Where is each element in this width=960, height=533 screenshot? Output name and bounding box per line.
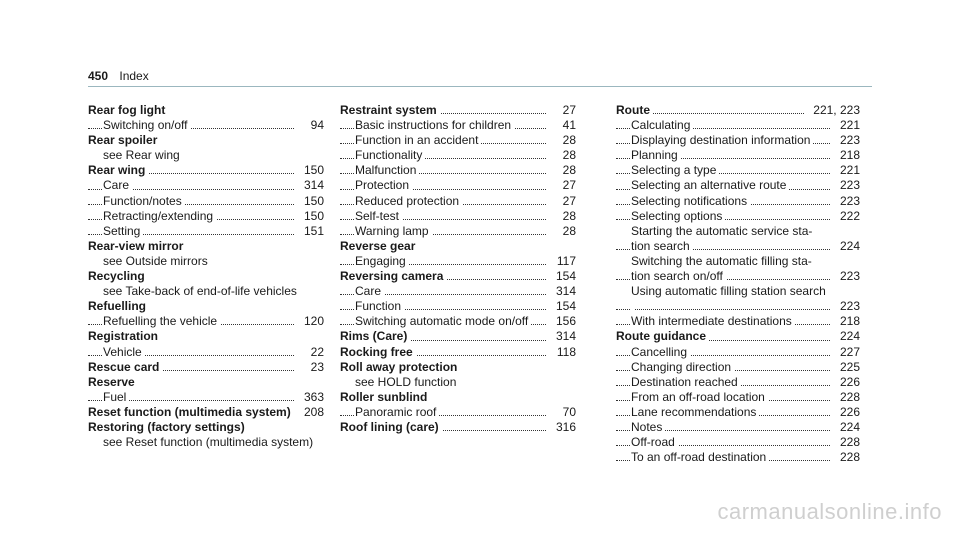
index-subentry [616,345,860,360]
entry-text: Route [616,103,653,117]
index-subentry [88,345,324,360]
index-subentry [88,390,324,405]
index-subentry [340,314,576,329]
page-reference[interactable]: 228 [837,450,860,465]
page-reference[interactable]: 228 [837,390,860,405]
index-subentry [88,224,324,239]
entry-text: see Reset function (multimedia system) [103,435,314,450]
index-subentry [616,209,860,224]
index-entry [88,133,324,148]
page-reference[interactable]: 314 [553,284,576,299]
index-entry [88,269,324,284]
entry-text: With intermediate destinations [631,314,795,328]
index-subentry [616,224,860,239]
index-entry [88,375,324,390]
page-reference[interactable]: 221 [837,118,860,133]
page-reference[interactable]: 224 [837,239,860,254]
entry-text: Reversing camera [340,269,446,283]
entry-text: Rescue card [88,360,162,374]
entry-text: Basic instructions for children [355,118,514,132]
page-reference[interactable]: 363 [301,390,324,405]
index-entry [88,239,324,254]
entry-text: Function [355,299,404,313]
page-reference[interactable]: 226 [837,375,860,390]
index-subentry [340,299,576,314]
entry-text: Vehicle [103,345,145,359]
index-subentry [88,194,324,209]
page-reference[interactable]: 151 [301,224,324,239]
entry-text: see Rear wing [103,148,180,163]
index-subentry [88,209,324,224]
page-reference[interactable]: 150 [301,194,324,209]
entry-text: Calculating [631,118,693,132]
page-reference[interactable]: 117 [554,254,576,269]
index-subentry [340,405,576,420]
entry-text: Malfunction [355,163,419,177]
page-reference[interactable]: 224 [837,329,860,344]
entry-text: Function in an accident [355,133,481,147]
page-reference[interactable]: 225 [837,360,860,375]
index-subentry [88,314,324,329]
entry-text: Destination reached [631,375,741,389]
index-entry [340,269,576,284]
entry-text: Reset function (multimedia system) [88,405,294,419]
page-reference[interactable]: 28 [560,133,576,148]
page-reference[interactable]: 28 [560,224,576,239]
index-entry [88,329,324,344]
page-reference[interactable]: 150 [301,209,324,224]
index-entry [88,420,324,435]
index-entry [340,329,576,344]
entry-text: Switching the automatic filling sta- [631,253,812,268]
entry-text: Selecting notifications [631,194,750,208]
index-entry [88,299,324,314]
index-entry [88,360,324,375]
entry-text: Off-road [631,435,678,449]
index-entry [340,390,576,405]
entry-text: Recycling [88,269,145,284]
entry-text: Self-test [355,209,402,223]
index-entry [616,103,860,118]
index-subentry [340,254,576,269]
entry-text: Route guidance [616,329,709,343]
header-divider [88,86,872,87]
entry-text: Rear-view mirror [88,238,184,253]
page-reference[interactable]: 70 [560,405,576,420]
section-title: Index [119,69,149,83]
entry-text: Refuelling the vehicle [103,314,220,328]
index-subentry [616,118,860,133]
entry-text: Displaying destination information [631,133,813,147]
watermark: carmanualsonline.info [717,499,942,524]
entry-text: see HOLD function [355,374,457,389]
index-subentry [340,163,576,178]
entry-text: Starting the automatic service sta- [631,223,813,238]
index-subentry [88,148,324,163]
index-column-2 [340,103,576,435]
entry-text: Panoramic roof [355,405,439,419]
entry-text: Setting [103,224,143,238]
entry-text: Rocking free [340,345,416,359]
index-column-3 [616,103,860,465]
entry-text: Selecting an alternative route [631,178,789,192]
entry-text: Notes [631,420,665,434]
index-subentry [616,360,860,375]
entry-text: see Outside mirrors [103,253,208,268]
entry-text: see Take-back of end-of-life vehicles [103,284,297,299]
page-reference[interactable]: 226 [837,405,860,420]
index-subentry [340,284,576,299]
entry-text: Planning [631,148,681,162]
entry-text: Roller sunblind [340,389,428,404]
index-subentry [616,299,860,314]
index-subentry [340,194,576,209]
entry-text: tion search [631,239,693,253]
page-reference[interactable]: 22 [308,345,324,360]
page-reference[interactable]: 223 [837,269,860,284]
index-entry [88,405,324,420]
page-reference[interactable]: 23 [308,360,324,375]
page-reference[interactable]: 41 [560,118,576,133]
entry-text: Cancelling [631,345,690,359]
page-reference[interactable]: 156 [553,314,576,329]
entry-text: Registration [88,329,159,344]
page-reference[interactable]: 218 [837,314,860,329]
page-reference[interactable]: 154 [553,269,576,284]
entry-text: Roof lining (care) [340,420,442,434]
page-reference[interactable]: 27 [560,178,576,193]
index-subentry [88,254,324,269]
entry-text: Using automatic filling station search [631,284,826,299]
page-reference[interactable]: 227 [837,345,860,360]
page-reference[interactable]: 28 [560,163,576,178]
page-reference[interactable]: 223 [837,178,860,193]
index-subentry [616,254,860,269]
entry-text: Function/notes [103,194,185,208]
page-reference[interactable]: 316 [553,420,576,435]
entry-text: Switching on/off [103,118,191,132]
index-subentry [616,405,860,420]
index-subentry [616,194,860,209]
index-entry [340,103,576,118]
page-reference[interactable]: 28 [560,148,576,163]
index-subentry [340,375,576,390]
index-subentry [616,390,860,405]
entry-text: Care [103,178,132,192]
index-subentry [340,118,576,133]
entry-text: Engaging [355,254,409,268]
index-subentry [340,148,576,163]
entry-text: Rims (Care) [340,329,410,343]
entry-text: Retracting/extending [103,209,216,223]
page-reference[interactable]: 150 [301,163,324,178]
index-subentry [616,435,860,450]
entry-text: Reduced protection [355,194,462,208]
entry-text: Roll away protection [340,359,458,374]
index-subentry [340,133,576,148]
entry-text: Reverse gear [340,238,416,253]
page-reference[interactable]: 222 [837,209,860,224]
page-reference[interactable]: 223 [837,194,860,209]
entry-text [631,299,634,313]
index-entry [616,329,860,344]
index-subentry [616,375,860,390]
index-subentry [616,269,860,284]
page-reference[interactable]: 94 [308,118,324,133]
entry-text: From an off-road location [631,390,768,404]
entry-text: Rear fog light [88,103,166,117]
page-reference[interactable]: 118 [554,345,576,360]
index-subentry [340,224,576,239]
page-number: 450 [88,69,109,83]
entry-text: Care [355,284,384,298]
page-header [88,69,149,85]
page-reference[interactable]: 221 [837,163,860,178]
index-entry [340,360,576,375]
index-entry [88,103,324,118]
entry-text: Switching automatic mode on/off [355,314,531,328]
entry-text: Fuel [103,390,129,404]
index-subentry [88,178,324,193]
entry-text: Reserve [88,374,135,389]
index-column-1 [88,103,324,450]
index-subentry [88,284,324,299]
entry-text: Warning lamp [355,224,432,238]
index-subentry [616,163,860,178]
entry-text: tion search on/off [631,269,726,283]
index-subentry [616,239,860,254]
page-reference[interactable]: 208 [301,405,324,420]
index-entry [340,345,576,360]
entry-text: Refuelling [88,299,147,314]
page-reference[interactable]: 224 [837,420,860,435]
entry-text: Restraint system [340,103,440,117]
entry-text: Lane recommendations [631,405,759,419]
index-subentry [616,284,860,299]
index-subentry [88,435,324,450]
page-reference[interactable]: 223 [837,133,860,148]
page-reference[interactable]: 228 [837,435,860,450]
index-entry [340,239,576,254]
entry-text: Restoring (factory settings) [88,419,245,434]
page-reference[interactable]: 223 [837,299,860,314]
index-subentry [616,450,860,465]
page-reference[interactable]: 221, 223 [810,103,860,118]
index-entry [340,420,576,435]
index-subentry [340,178,576,193]
page-reference[interactable]: 27 [560,103,576,118]
index-subentry [616,420,860,435]
entry-text: To an off-road destination [631,450,769,464]
page-reference[interactable]: 27 [560,194,576,209]
entry-text: Functionality [355,148,425,162]
index-subentry [616,133,860,148]
page-reference[interactable]: 28 [560,209,576,224]
index-subentry [340,209,576,224]
entry-text: Selecting a type [631,163,719,177]
index-subentry [88,118,324,133]
entry-text: Protection [355,178,412,192]
index-entry [88,163,324,178]
entry-text: Selecting options [631,209,725,223]
page-reference[interactable]: 154 [553,299,576,314]
index-subentry [616,148,860,163]
index-subentry [616,314,860,329]
entry-text: Rear wing [88,163,148,177]
page-reference[interactable]: 314 [553,329,576,344]
entry-text: Changing direction [631,360,734,374]
page-reference[interactable]: 218 [837,148,860,163]
page-reference[interactable]: 120 [301,314,324,329]
page-reference[interactable]: 314 [301,178,324,193]
index-subentry [616,178,860,193]
entry-text: Rear spoiler [88,133,158,148]
